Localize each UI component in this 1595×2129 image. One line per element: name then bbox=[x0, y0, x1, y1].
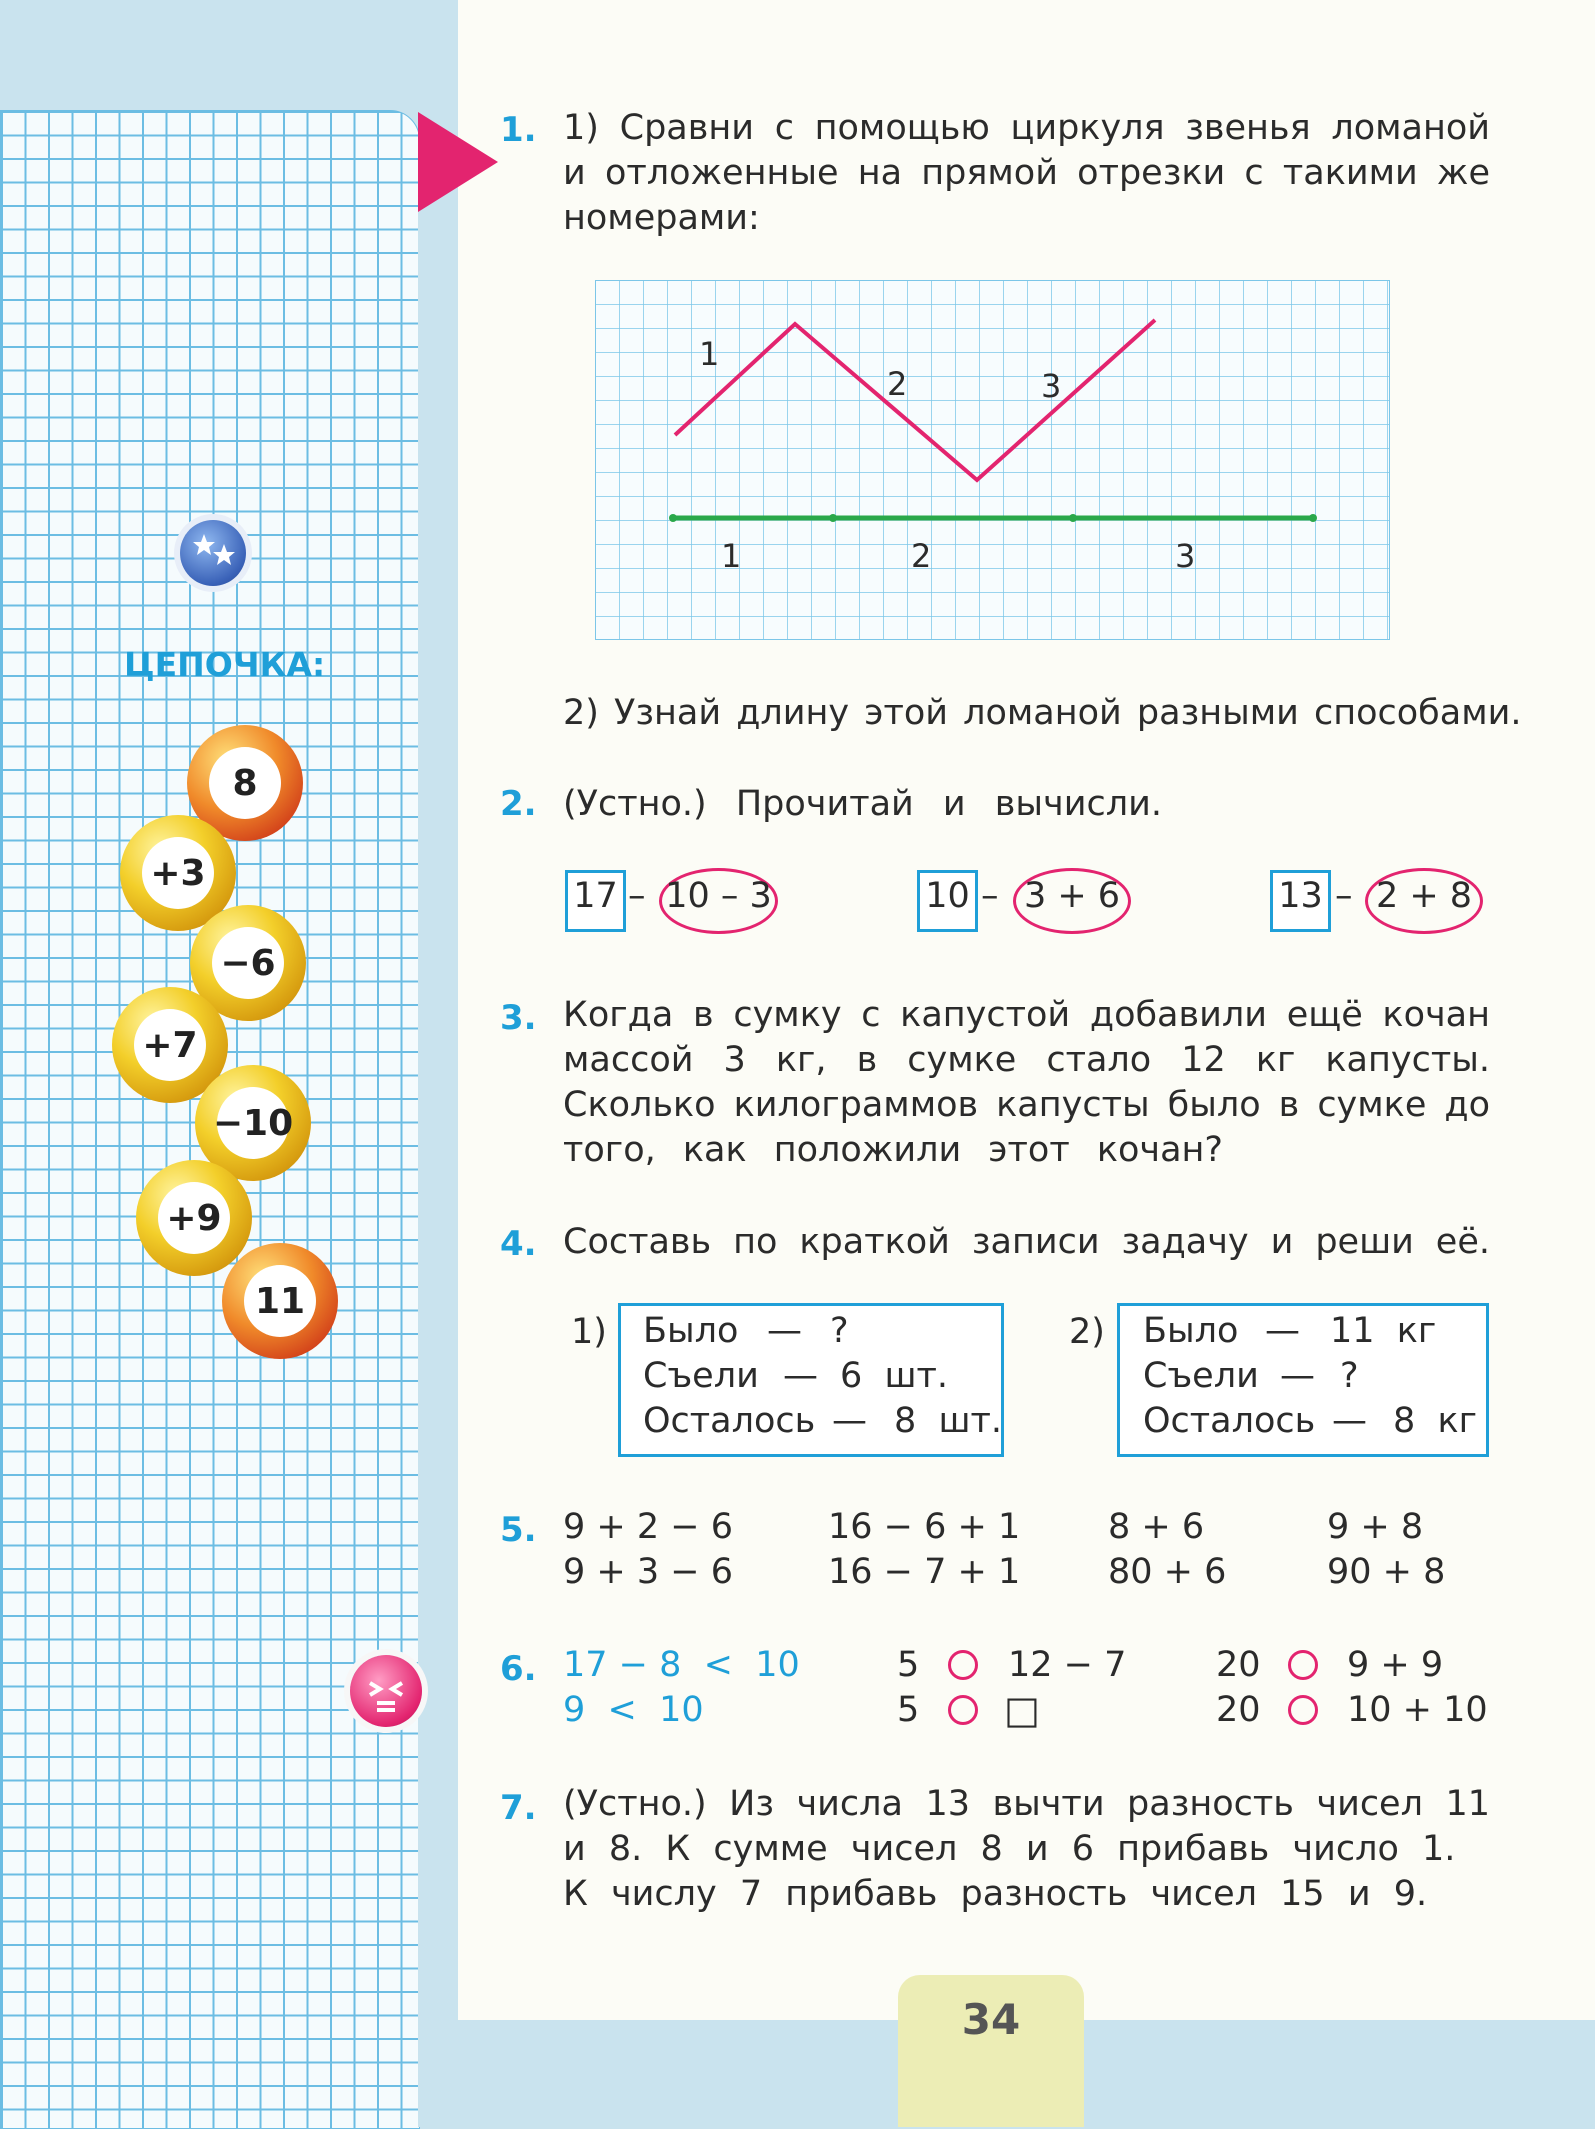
compare-right: 9 + 9 bbox=[1347, 1645, 1444, 1685]
poly-label: 1 bbox=[699, 335, 720, 373]
page-number: 34 bbox=[898, 1975, 1084, 2127]
compare-left: 5 bbox=[897, 1645, 920, 1685]
box-value: 17 bbox=[573, 876, 618, 916]
note-label: Съели bbox=[1143, 1356, 1259, 1396]
note-dash: — bbox=[1280, 1356, 1315, 1396]
compare-circle[interactable] bbox=[948, 1695, 978, 1725]
operator: – bbox=[981, 876, 999, 916]
note-dash: — bbox=[832, 1401, 867, 1441]
compare-left: 20 bbox=[1216, 1645, 1261, 1685]
note-label: Осталось bbox=[643, 1401, 816, 1441]
expression: 90 + 8 bbox=[1327, 1552, 1446, 1592]
stars-icon bbox=[180, 520, 246, 586]
expression: 8 + 6 bbox=[1108, 1507, 1205, 1547]
chain-coin: +3 bbox=[120, 815, 236, 931]
note-value: ? bbox=[1340, 1356, 1359, 1396]
exercise-2-text: (Устно.) Прочитай и вычисли. bbox=[563, 784, 1162, 824]
note-label: Было bbox=[1143, 1311, 1239, 1351]
segment-label: 2 bbox=[911, 537, 932, 575]
exercise-number: 4. bbox=[500, 1224, 537, 1264]
exercise-number: 1. bbox=[500, 110, 537, 150]
exercise-7-text: (Устно.) Из числа 13 вычти разность чисел 11 и 8. К сумме чисел 8 и 6 прибавь число 1. К числу 7 прибавь разность чисел 15 и 9. bbox=[563, 1784, 1490, 1914]
sample-inequality: 9 < 10 bbox=[563, 1690, 704, 1730]
note-value: 8 шт. bbox=[894, 1401, 1003, 1441]
margin-strip bbox=[418, 0, 458, 2127]
box-value: 10 bbox=[925, 876, 970, 916]
chain-coin: +9 bbox=[136, 1160, 252, 1276]
chain-title: ЦЕПОЧКА: bbox=[124, 645, 326, 684]
oval-value: 10 – 3 bbox=[665, 876, 772, 916]
box-label: 2) bbox=[1069, 1312, 1105, 1352]
sample-inequality: 17 − 8 < 10 bbox=[563, 1645, 800, 1685]
compare-circle[interactable] bbox=[1288, 1695, 1318, 1725]
note-dash: — bbox=[767, 1311, 802, 1351]
expression: 16 − 7 + 1 bbox=[828, 1552, 1021, 1592]
chain-coin: 11 bbox=[222, 1243, 338, 1359]
exercise-number: 7. bbox=[500, 1788, 537, 1828]
segment-label: 1 bbox=[721, 537, 742, 575]
note-value: 8 кг bbox=[1393, 1401, 1478, 1441]
note-dash: — bbox=[1265, 1311, 1300, 1351]
oval-value: 2 + 8 bbox=[1375, 876, 1473, 916]
exercise-number: 6. bbox=[500, 1649, 537, 1689]
compare-circle[interactable] bbox=[948, 1650, 978, 1680]
compare-circle[interactable] bbox=[1288, 1650, 1318, 1680]
note-label: Осталось bbox=[1143, 1401, 1316, 1441]
note-value: 11 кг bbox=[1330, 1311, 1437, 1351]
compare-left: 5 bbox=[897, 1690, 920, 1730]
compare-right: 12 − 7 bbox=[1008, 1645, 1127, 1685]
chain-coin: −10 bbox=[195, 1065, 311, 1181]
note-label: Съели bbox=[643, 1356, 759, 1396]
segment-label: 3 bbox=[1175, 537, 1196, 575]
think-face-icon bbox=[350, 1655, 422, 1727]
expression: 9 + 8 bbox=[1327, 1507, 1424, 1547]
note-value: ? bbox=[830, 1311, 849, 1351]
note-dash: — bbox=[1332, 1401, 1367, 1441]
exercise-number: 3. bbox=[500, 998, 537, 1038]
operator: – bbox=[1335, 876, 1353, 916]
oval-value: 3 + 6 bbox=[1023, 876, 1121, 916]
exercise-1-text: 1) Сравни с помощью циркуля звенья ломаной и отложенные на прямой отрезки с такими же номерами: bbox=[563, 108, 1490, 238]
compare-left: 20 bbox=[1216, 1690, 1261, 1730]
operator: – bbox=[628, 876, 646, 916]
exercise-number: 5. bbox=[500, 1510, 537, 1550]
note-label: Было bbox=[643, 1311, 739, 1351]
expression: 9 + 3 − 6 bbox=[563, 1552, 733, 1592]
expression: 16 − 6 + 1 bbox=[828, 1507, 1021, 1547]
compare-right: 10 + 10 bbox=[1347, 1690, 1488, 1730]
chain-coin: 8 bbox=[187, 725, 303, 841]
start-arrow-icon bbox=[418, 112, 498, 212]
expression: 80 + 6 bbox=[1108, 1552, 1227, 1592]
exercise-number: 2. bbox=[500, 784, 537, 824]
poly-label: 2 bbox=[887, 365, 908, 403]
box-value: 13 bbox=[1278, 876, 1323, 916]
exercise-3-text: Когда в сумку с капустой добавили ещё кочан массой 3 кг, в сумке стало 12 кг капусты. Сколько килограммов капусты было в сумке до того, как положили этот кочан? bbox=[563, 995, 1490, 1170]
chain-coin: +7 bbox=[112, 987, 228, 1103]
exercise-4-text: Составь по краткой записи задачу и реши её. bbox=[563, 1222, 1490, 1262]
poly-label: 3 bbox=[1041, 367, 1062, 405]
chain-coin: −6 bbox=[190, 905, 306, 1021]
note-dash: — bbox=[783, 1356, 818, 1396]
box-label: 1) bbox=[571, 1312, 607, 1352]
exercise-1-part2: 2) Узнай длину этой ломаной разными способами. bbox=[563, 693, 1522, 733]
expression: 9 + 2 − 6 bbox=[563, 1507, 733, 1547]
compare-right-box: □ bbox=[1004, 1688, 1040, 1732]
note-value: 6 шт. bbox=[840, 1356, 949, 1396]
polyline-figure bbox=[595, 280, 1390, 640]
